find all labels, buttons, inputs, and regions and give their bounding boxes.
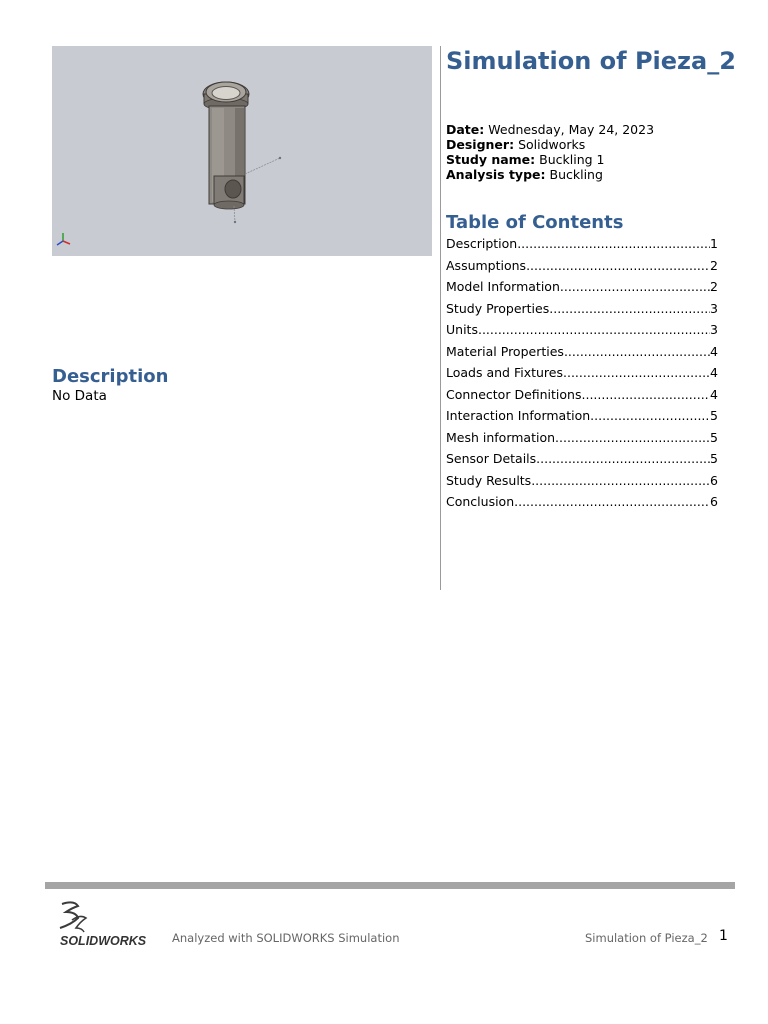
description-heading: Description <box>52 366 169 387</box>
footer-document-title: Simulation of Pieza_2 <box>585 931 708 945</box>
toc-item-connector-definitions[interactable] <box>446 384 718 406</box>
toc-item-label: Assumptions <box>446 257 527 273</box>
toc-item-page: 4 <box>710 386 718 402</box>
toc-item-label: Mesh information <box>446 429 556 445</box>
toc-item-label: Study Properties <box>446 300 550 316</box>
toc-item-page: 5 <box>710 408 718 423</box>
table-of-contents <box>446 233 718 513</box>
study-name-row <box>446 152 756 167</box>
toc-item-sensor-details[interactable] <box>446 448 718 470</box>
toc-item-material-properties[interactable] <box>446 341 718 363</box>
toc-item-page: 2 <box>710 279 718 294</box>
toc-heading: Table of Contents <box>446 212 624 233</box>
coordinate-triad-icon <box>54 230 74 250</box>
footer-analyzed-with: Analyzed with SOLIDWORKS Simulation <box>172 931 400 945</box>
date-label: Date: <box>446 122 485 137</box>
analysis-type-label: Analysis type: <box>446 167 546 182</box>
toc-item-label: Interaction Information <box>446 408 591 423</box>
logo-wordmark: SOLIDWORKS <box>60 934 147 948</box>
toc-item-label: Loads and Fixtures <box>446 365 564 380</box>
description-text: No Data <box>52 388 107 404</box>
toc-item-mesh-information[interactable] <box>446 427 718 449</box>
toc-item-interaction-information[interactable] <box>446 405 718 427</box>
toc-item-description[interactable] <box>446 233 718 255</box>
toc-item-label: Sensor Details <box>446 451 537 466</box>
toc-item-label: Description <box>446 236 518 251</box>
toc-item-page: 5 <box>710 451 718 466</box>
toc-item-label: Units <box>446 322 478 337</box>
toc-item-page: 5 <box>710 429 718 445</box>
designer-value: Solidworks <box>518 137 586 152</box>
toc-item-label: Model Information <box>446 279 560 294</box>
part-rendering <box>52 46 432 256</box>
analysis-type-row <box>446 167 756 182</box>
toc-item-study-properties[interactable] <box>446 298 718 320</box>
column-divider <box>440 46 441 590</box>
page-title: Simulation of Pieza_2 <box>446 47 736 75</box>
footer-rule <box>45 882 735 889</box>
solidworks-ds-logo <box>52 898 156 948</box>
toc-item-page: 6 <box>710 472 718 488</box>
date-row <box>446 122 756 137</box>
toc-item-page: 4 <box>710 365 718 380</box>
study-metadata <box>446 122 756 182</box>
study-name-value: Buckling 1 <box>539 152 605 167</box>
toc-item-study-results[interactable] <box>446 470 718 492</box>
date-value: Wednesday, May 24, 2023 <box>488 122 655 137</box>
page-number: 1 <box>719 928 728 944</box>
toc-item-page: 2 <box>710 257 718 273</box>
toc-item-page: 3 <box>710 300 718 316</box>
toc-item-label: Conclusion <box>446 494 515 509</box>
designer-label: Designer: <box>446 137 515 152</box>
toc-item-units[interactable] <box>446 319 718 341</box>
toc-item-label: Connector Definitions <box>446 386 582 402</box>
toc-item-page: 3 <box>710 322 718 337</box>
toc-item-label: Material Properties <box>446 343 564 359</box>
toc-item-label: Study Results <box>446 472 532 488</box>
toc-item-loads-and-fixtures[interactable] <box>446 362 718 384</box>
designer-row <box>446 137 756 152</box>
model-preview-image <box>52 46 432 256</box>
toc-item-model-information[interactable] <box>446 276 718 298</box>
study-name-label: Study name: <box>446 152 536 167</box>
toc-item-page: 4 <box>710 343 718 359</box>
toc-item-page: 6 <box>710 494 718 509</box>
toc-item-conclusion[interactable] <box>446 491 718 513</box>
toc-item-page: 1 <box>710 236 718 251</box>
toc-item-assumptions[interactable] <box>446 255 718 277</box>
analysis-type-value: Buckling <box>549 167 603 182</box>
